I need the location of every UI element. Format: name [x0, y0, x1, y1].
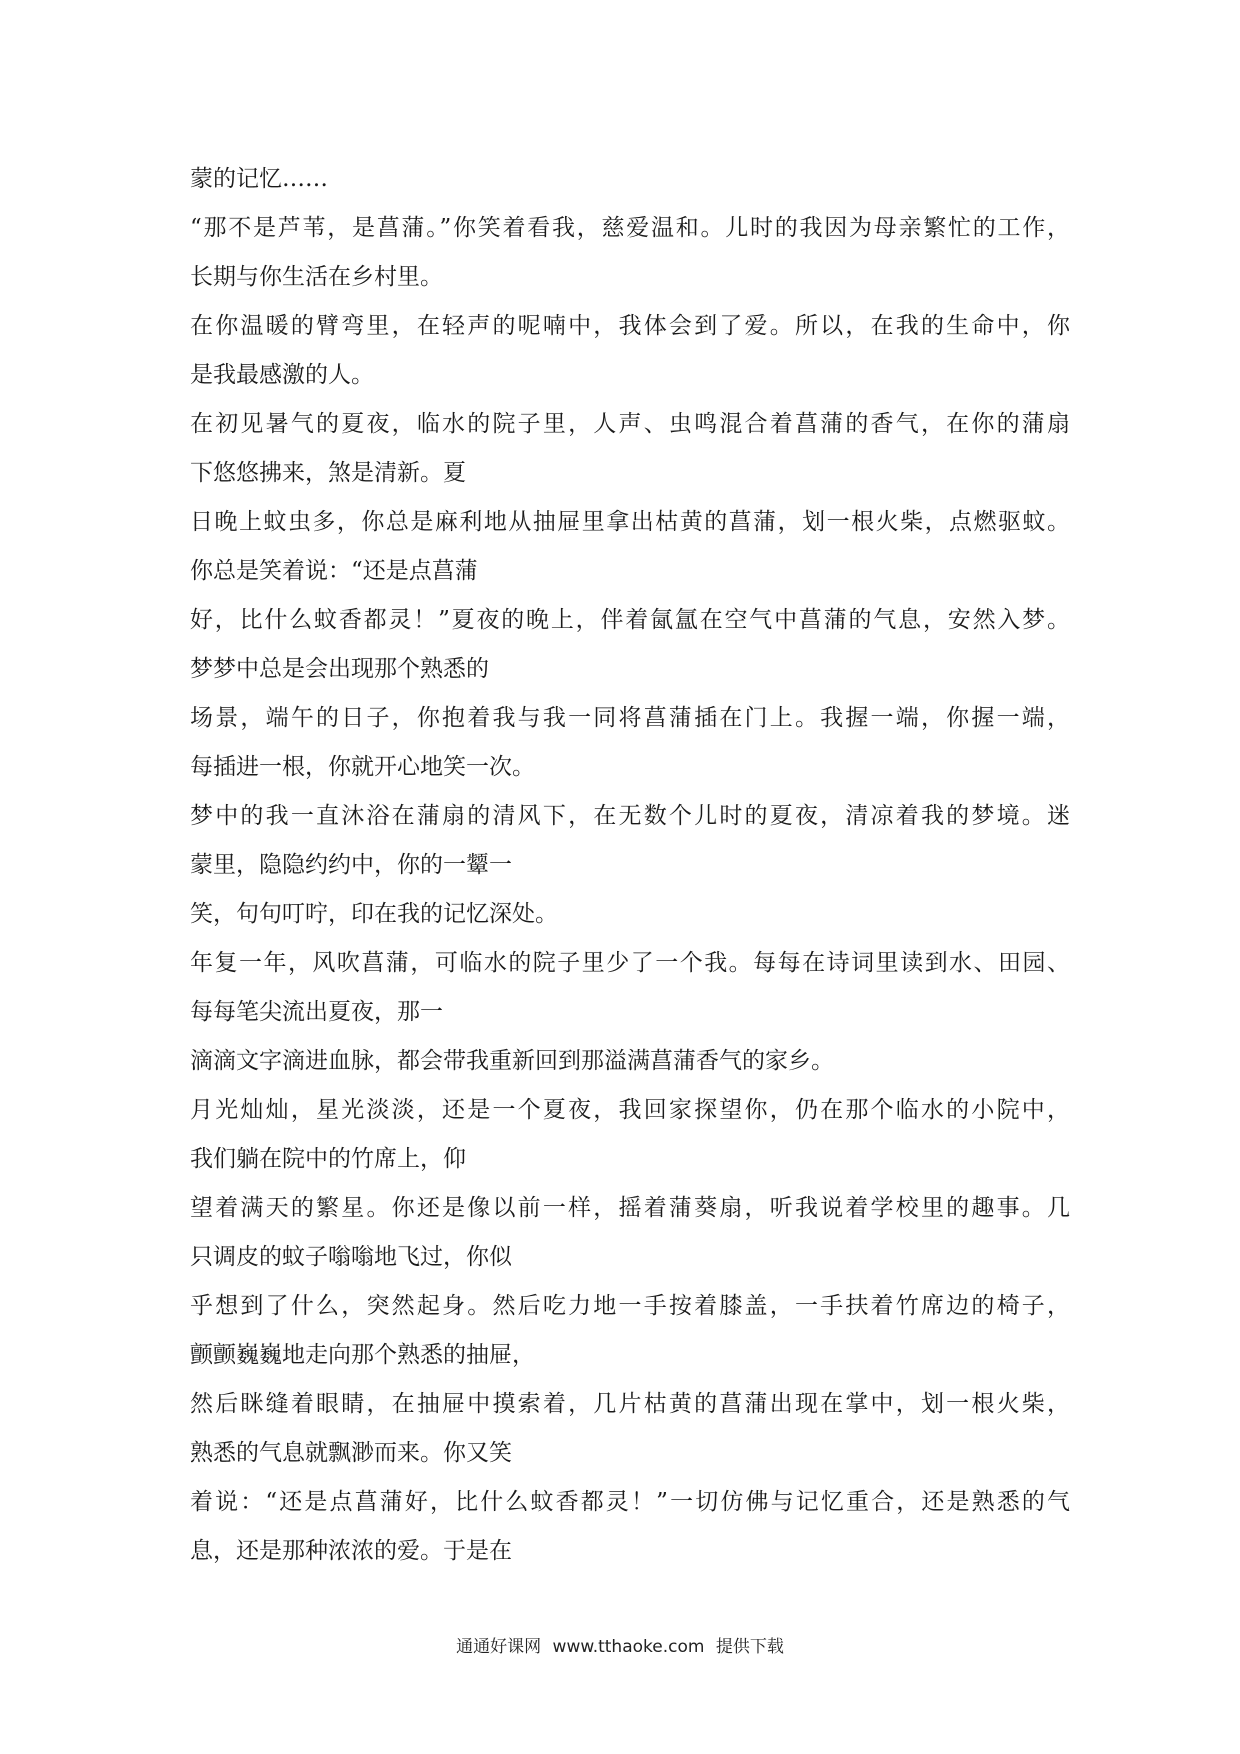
- text-line: 每每笔尖流出夏夜，那一: [190, 999, 443, 1025]
- text-line: 熟悉的气息就飘渺而来。你又笑: [190, 1440, 512, 1466]
- text-line: 年复一年，风吹菖蒲，可临水的院子里少了一个我。每每在诗词里读到水、田园、: [190, 950, 1070, 976]
- footer-suffix: 提供下载: [715, 1637, 784, 1657]
- footer-url[interactable]: www.tthaoke.com: [552, 1637, 705, 1657]
- text-line: 梦梦中总是会出现那个熟悉的: [190, 656, 489, 682]
- page-footer: [0, 1632, 1240, 1657]
- text-line: 笑，句句叮咛，印在我的记忆深处。: [190, 901, 558, 927]
- text-line: 是我最感激的人。: [190, 362, 374, 388]
- text-line: 望着满天的繁星。你还是像以前一样，摇着蒲葵扇，听我说着学校里的趣事。几: [190, 1195, 1070, 1221]
- text-line: 你总是笑着说：“还是点菖蒲: [190, 558, 478, 584]
- text-line: 滴滴文字滴进血脉，都会带我重新回到那溢满菖蒲香气的家乡。: [190, 1048, 834, 1074]
- text-line: 蒙的记忆……: [190, 166, 328, 192]
- text-line: 然后眯缝着眼睛，在抽屉中摸索着，几片枯黄的菖蒲出现在掌中，划一根火柴，: [190, 1391, 1070, 1417]
- footer-site-name: 通通好课网: [456, 1637, 542, 1657]
- text-line: 蒙里，隐隐约约中，你的一颦一: [190, 852, 512, 878]
- text-line: 场景，端午的日子，你抱着我与我一同将菖蒲插在门上。我握一端，你握一端，: [190, 705, 1070, 731]
- text-line: 下悠悠拂来，煞是清新。夏: [190, 460, 466, 486]
- text-line: 我们躺在院中的竹席上，仰: [190, 1146, 466, 1172]
- text-line: 每插进一根，你就开心地笑一次。: [190, 754, 535, 780]
- text-line: 着说：“还是点菖蒲好，比什么蚊香都灵！”一切仿佛与记忆重合，还是熟悉的气: [190, 1489, 1070, 1515]
- text-line: 息，还是那种浓浓的爱。于是在: [190, 1538, 512, 1564]
- text-line: “那不是芦苇，是菖蒲。”你笑着看我，慈爱温和。儿时的我因为母亲繁忙的工作，: [190, 215, 1070, 241]
- text-line: 好，比什么蚊香都灵！”夏夜的晚上，伴着氤氲在空气中菖蒲的气息，安然入梦。: [190, 607, 1070, 633]
- text-line: 乎想到了什么，突然起身。然后吃力地一手按着膝盖，一手扶着竹席边的椅子，: [190, 1293, 1070, 1319]
- text-line: 在初见暑气的夏夜，临水的院子里，人声、虫鸣混合着菖蒲的香气，在你的蒲扇: [190, 411, 1070, 437]
- text-line: 梦中的我一直沐浴在蒲扇的清风下，在无数个儿时的夏夜，清凉着我的梦境。迷: [190, 803, 1070, 829]
- essay-body: [190, 155, 1070, 1576]
- text-line: 日晚上蚊虫多，你总是麻利地从抽屉里拿出枯黄的菖蒲，划一根火柴，点燃驱蚊。: [190, 509, 1070, 535]
- text-line: 在你温暖的臂弯里，在轻声的呢喃中，我体会到了爱。所以，在我的生命中，你: [190, 313, 1070, 339]
- text-line: 颤颤巍巍地走向那个熟悉的抽屉，: [190, 1342, 535, 1368]
- text-line: 只调皮的蚊子嗡嗡地飞过，你似: [190, 1244, 512, 1270]
- text-line: 月光灿灿，星光淡淡，还是一个夏夜，我回家探望你，仍在那个临水的小院中，: [190, 1097, 1070, 1123]
- text-line: 长期与你生活在乡村里。: [190, 264, 443, 290]
